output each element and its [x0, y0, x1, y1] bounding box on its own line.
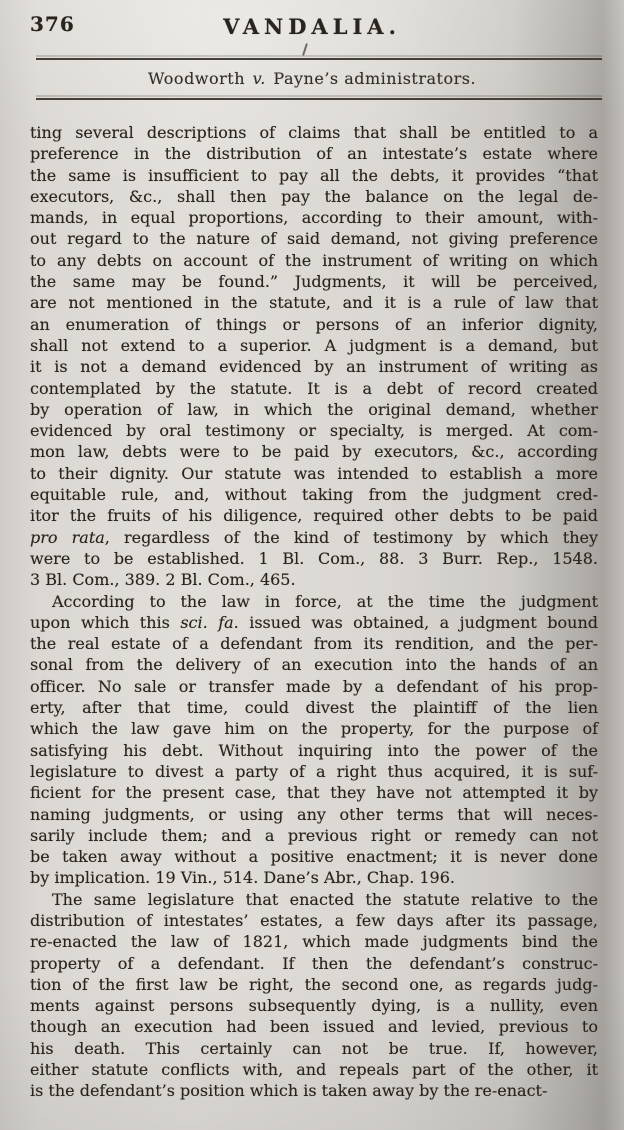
text-line: either statute conflicts with, and repeals part of the other, it — [30, 1060, 598, 1080]
text-line: is the defendant’s position which is taken away by the re-enact- — [30, 1081, 548, 1101]
text-line: be taken away without a positive enactment; it is never done — [30, 847, 598, 867]
text-line: out regard to the nature of said demand, not giving preference — [30, 229, 598, 249]
text-line: pro rata, regardless of the kind of testimony by which they — [30, 527, 599, 547]
text-line: naming judgments, or using any other terms that will neces- — [30, 804, 598, 824]
text-line: were to be established. 1 Bl. Com., 88. 3 Burr. Rep., 1548. — [30, 548, 598, 568]
body-text — [30, 122, 598, 1102]
text-line: to any debts on account of the instrument of writing on which — [30, 250, 598, 270]
text-line: property of a defendant. If then the defendant’s construc- — [30, 953, 598, 973]
caption-defendant: Payne’s administrators. — [267, 69, 477, 88]
text-line: According to the law in force, at the time the judgment — [52, 591, 598, 611]
text-line: mon law, debts were to be paid by executors, &c., according — [30, 442, 598, 462]
top-rule — [36, 58, 602, 60]
case-caption — [0, 69, 624, 88]
text-line: ments against persons subsequently dying, is a nullity, even — [30, 996, 598, 1016]
text-line: satisfying his debt. Without inquiring into the power of the — [30, 740, 598, 760]
text-line: ficient for the present case, that they have not attempted it by — [30, 783, 598, 803]
text-line: distribution of intestates’ estates, a few days after its passage, — [30, 910, 598, 930]
text-line: the same may be found.” Judgments, it will be perceived, — [30, 272, 598, 292]
text-line: to their dignity. Our statute was intended to establish a more — [30, 463, 598, 483]
text-line: erty, after that time, could divest the plaintiff of the lien — [30, 698, 598, 718]
text-line: evidenced by oral testimony or specialty, is merged. At com- — [30, 421, 598, 441]
text-line: officer. No sale or transfer made by a defendant of his prop- — [30, 676, 598, 696]
text-line: upon which this sci. fa. issued was obtained, a judgment bound — [30, 612, 598, 632]
text-line: mands, in equal proportions, according to their amount, with- — [30, 208, 598, 228]
text-line: executors, &c., shall then pay the balance on the legal de- — [30, 186, 598, 206]
text-line: his death. This certainly can not be true. If, however, — [30, 1038, 598, 1058]
caption-versus: v. — [252, 69, 266, 88]
bottom-rule — [36, 98, 602, 100]
text-line: tion of the first law be right, the second one, as regards judg- — [30, 974, 598, 994]
text-line: equitable rule, and, without taking from the judgment cred- — [30, 485, 598, 505]
text-line: preference in the distribution of an intestate’s estate where — [30, 144, 598, 164]
paragraph — [30, 122, 598, 591]
text-line: The same legislature that enacted the statute relative to the — [52, 889, 598, 909]
text-line: the real estate of a defendant from its rendition, and the per- — [30, 634, 598, 654]
text-line: shall not extend to a superior. A judgment is a demand, but — [30, 335, 598, 355]
text-line: are not mentioned in the statute, and it is a rule of law that — [30, 293, 598, 313]
running-head: VANDALIA. — [223, 14, 401, 39]
text-line: it is not a demand evidenced by an instrument of writing as — [30, 357, 598, 377]
text-line: ting several descriptions of claims that shall be entitled to a — [30, 123, 598, 142]
text-line: sonal from the delivery of an execution into the hands of an — [30, 655, 598, 675]
text-line: re-enacted the law of 1821, which made judgments bind the — [30, 932, 598, 952]
text-line: contemplated by the statute. It is a debt of record created — [30, 378, 598, 398]
caption-plaintiff: Woodworth — [147, 69, 251, 88]
paragraph — [30, 889, 598, 1102]
text-line: the same is insufficient to pay all the debts, it provides “that — [30, 165, 598, 185]
page-number: 376 — [30, 12, 75, 36]
text-line: by implication. 19 Vin., 514. Dane’s Abr., Chap. 196. — [30, 868, 455, 888]
text-line: itor the fruits of his diligence, required other debts to be paid — [30, 506, 598, 526]
text-line: 3 Bl. Com., 389. 2 Bl. Com., 465. — [30, 570, 296, 590]
text-line: though an execution had been issued and levied, previous to — [30, 1017, 598, 1037]
paragraph — [30, 591, 598, 889]
text-line: by operation of law, in which the original demand, whether — [30, 399, 598, 419]
text-line: sarily include them; and a previous right or remedy can not — [30, 825, 598, 845]
text-line: an enumeration of things or persons of an inferior dignity, — [30, 314, 598, 334]
text-line: which the law gave him on the property, for the purpose of — [30, 719, 598, 739]
scan-artifact — [302, 43, 308, 56]
text-line: legislature to divest a party of a right thus acquired, it is suf- — [30, 761, 598, 781]
